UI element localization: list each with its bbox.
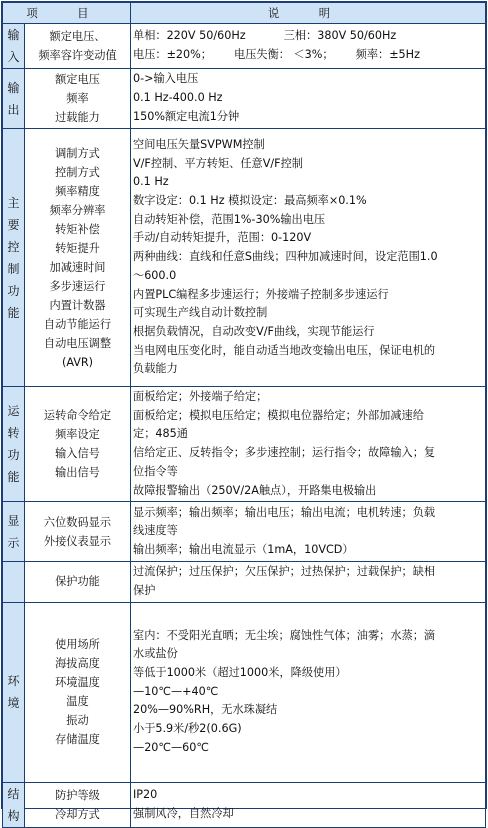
section-row [3,129,486,387]
description-text: 信给定正、反转指令；多步速控制；运行指令；故障输入；复 [133,446,436,460]
category-char: 制 [7,261,20,276]
item-label: 使用场所 [55,638,100,652]
item-label: 运转命令给定 [43,409,112,423]
description-text: 0->输入电压 [133,72,199,86]
section-category [3,502,25,562]
description-text: —20℃—60℃ [133,740,209,754]
description-text: 空间电压矢量SVPWM控制 [133,137,265,151]
description-text: 负载能力 [133,362,178,376]
section-description [131,562,486,602]
item-label: 外接仪表显示 [43,534,112,548]
description-text: 内置PLC编程多步速运行；外接端子控制多步速运行 [133,287,389,301]
item-label: 自动节能运行 [43,317,112,331]
category-char: 结 [7,786,20,801]
section-category [3,782,25,827]
description-text: 手动/自动转矩提升，范围：0-120V [133,231,312,245]
description-text: 过流保护；过压保护；欠压保护；过热保护；过载保护；缺相 [133,565,436,579]
spec-sheet [1,1,487,823]
section-row [3,69,486,129]
description-text: 面板给定；外接端子给定； [133,390,268,403]
description-text: 等低于1000米（超过1000米，降级使用） [133,666,347,680]
header-description: 说 明 [131,3,486,24]
section-category [3,129,25,387]
description-line [133,136,483,155]
section-category [3,69,25,129]
description-line [133,627,483,646]
description-text: 室内：不受阳光直晒；无尘埃；腐蚀性气体；油雾；水蒸；滴 [133,628,436,642]
description-line [133,664,483,683]
item-label: 冷却方式 [55,807,100,821]
description-line [133,173,483,192]
category-char: 输 [7,28,20,42]
section-description [131,782,486,827]
description-text: 数字设定：0.1 Hz 模拟设定：最高频率×0.1% [133,194,367,208]
item-label: 输出信号 [55,466,100,480]
description-text: 面板给定；模拟电压给定；模拟电位器给定；外部加减速给 [133,408,424,422]
section-row [3,602,486,782]
description-line [133,786,483,805]
category-char: 要 [7,217,20,232]
item-label: 内置计数器 [49,298,106,312]
category-char: 功 [7,448,20,463]
description-text: 保护 [133,583,156,597]
description-text: 150%额定电流1分钟 [133,109,240,123]
description-line [133,342,483,361]
description-line [133,360,483,379]
section-description [131,387,486,502]
item-label: 多步速运行 [49,279,106,293]
section-description [131,602,486,782]
category-char: 能 [7,470,20,485]
item-label: 转矩补偿 [55,222,100,236]
description-text: 定；485通 [133,427,188,441]
description-line [133,108,483,127]
section-items [25,502,131,562]
section-category [3,387,25,502]
category-char: 运 [7,404,20,419]
section-items [25,129,131,387]
description-line [133,739,483,758]
description-line [133,407,483,426]
description-text: 强制风冷，自然冷却 [133,806,234,820]
section-category [3,602,25,782]
description-line [133,463,483,482]
item-label: 额定电压、 [49,30,106,43]
category-char: 入 [7,50,20,64]
description-line [133,541,483,560]
description-text: IP20 [133,787,158,801]
description-line [133,482,483,501]
category-char: 主 [7,195,20,210]
description-line [133,192,483,211]
category-char: 能 [7,305,20,320]
category-char: 示 [7,535,20,550]
description-text: 0.1 Hz [133,175,169,189]
description-text: V/F控制、平方转矩、任意V/F控制 [133,156,303,170]
description-line [133,70,483,89]
description-text: 位指令等 [133,464,178,478]
item-label: 振动 [66,714,89,728]
item-label: (AVR) [61,355,94,369]
description-text: 自动转矩补偿，范围1%-30%输出电压 [133,212,326,226]
item-label: 频率精度 [55,184,100,198]
item-label: 保护功能 [55,575,100,589]
description-text: 可实现生产线自动计数控制 [133,306,268,320]
section-items [25,387,131,502]
description-text: 电压：±20%； [133,48,212,61]
description-line [133,683,483,702]
category-char: 输 [7,80,20,95]
item-label: 海拔高度 [55,657,100,671]
description-line [133,563,483,582]
description-text: 根据负载情况，自动改变V/F曲线，实现节能运行 [133,324,375,338]
item-label: 存储温度 [55,733,100,747]
section-row [3,502,486,562]
description-line [133,211,483,230]
category-char: 出 [7,102,20,117]
section-description [131,502,486,562]
description-line [133,304,483,323]
description-text: 线速度等 [133,524,178,538]
description-line [133,248,483,267]
description-line [133,720,483,739]
item-label: 防护等级 [55,788,100,802]
header-row [3,3,486,24]
description-line [133,701,483,720]
item-label: 频率分辨率 [49,203,106,217]
description-line [133,27,483,46]
description-line [133,805,483,824]
description-line [133,504,483,523]
category-char: 构 [7,808,20,823]
description-line [133,46,483,65]
description-text: 20%—90%RH，无水珠凝结 [133,703,278,717]
item-label: 温度 [66,695,89,709]
section-row [3,387,486,502]
item-label: 输入信号 [55,447,100,461]
description-text: 三相：380V 50/60Hz [283,29,397,43]
item-label: 转矩提升 [55,241,100,255]
item-label: 频率 [66,92,89,105]
item-label: 频率容许变动值 [38,49,117,62]
description-text: 小于5.9米/秒2(0.6G) [133,722,242,736]
description-line [133,323,483,342]
description-line [133,444,483,463]
item-label: 控制方式 [55,165,100,179]
section-description [131,129,486,387]
description-line [133,425,483,444]
section-items [25,602,131,782]
section-description [131,24,486,69]
description-text: 单相：220V 50/60Hz [133,29,246,43]
section-items [25,562,131,602]
description-line [133,89,483,108]
category-char: 显 [7,513,20,528]
description-text: 电压失衡： ＜3%； [234,48,334,61]
item-label: 六位数码显示 [43,515,112,529]
spec-table [2,2,486,828]
section-items [25,24,131,69]
item-label: 过载能力 [55,111,100,124]
description-line [133,388,483,407]
section-row [3,24,486,69]
item-label: 额定电压 [55,73,100,86]
description-text: 频率：±5Hz [355,48,420,61]
section-items [25,782,131,827]
description-text: 显示频率；输出频率；输出电压；输出电流；电机转速；负载 [133,505,436,519]
description-line [133,645,483,664]
description-line [133,522,483,541]
item-label: 调制方式 [55,146,100,160]
description-line [133,286,483,305]
item-label: 加减速时间 [49,260,106,274]
header-item: 项 目 [3,3,131,24]
category-char: 功 [7,283,20,298]
section-items [25,69,131,129]
description-text: 当电网电压变化时，能自动适当地改变输出电压，保证电机的 [133,343,436,357]
description-line [133,155,483,174]
item-label: 环境温度 [55,676,100,690]
category-char: 控 [7,239,20,254]
description-text: —10℃—+40℃ [133,684,219,698]
section-description [131,69,486,129]
item-label: 自动电压调整 [43,336,112,350]
description-text: 故障报警输出（250V/2A触点），开路集电极输出 [133,483,377,497]
description-line [133,229,483,248]
category-char: 转 [7,426,20,441]
section-row [3,782,486,827]
category-char: 境 [7,696,20,711]
description-text: 两种曲线：直线和任意S曲线；四种加减速时间，设定范围1.0 [133,250,438,264]
item-label: 频率设定 [55,428,100,442]
description-text: 输出频率；输出电流显示（1mA，10VCD） [133,543,354,557]
description-text: ～600.0 [133,268,177,282]
description-line [133,267,483,286]
section-category [3,24,25,69]
description-text: 0.1 Hz-400.0 Hz [133,91,223,105]
description-line [133,582,483,601]
section-category [3,562,25,602]
category-char: 环 [7,674,20,689]
section-row [3,562,486,602]
description-text: 水或盐份 [133,647,178,661]
